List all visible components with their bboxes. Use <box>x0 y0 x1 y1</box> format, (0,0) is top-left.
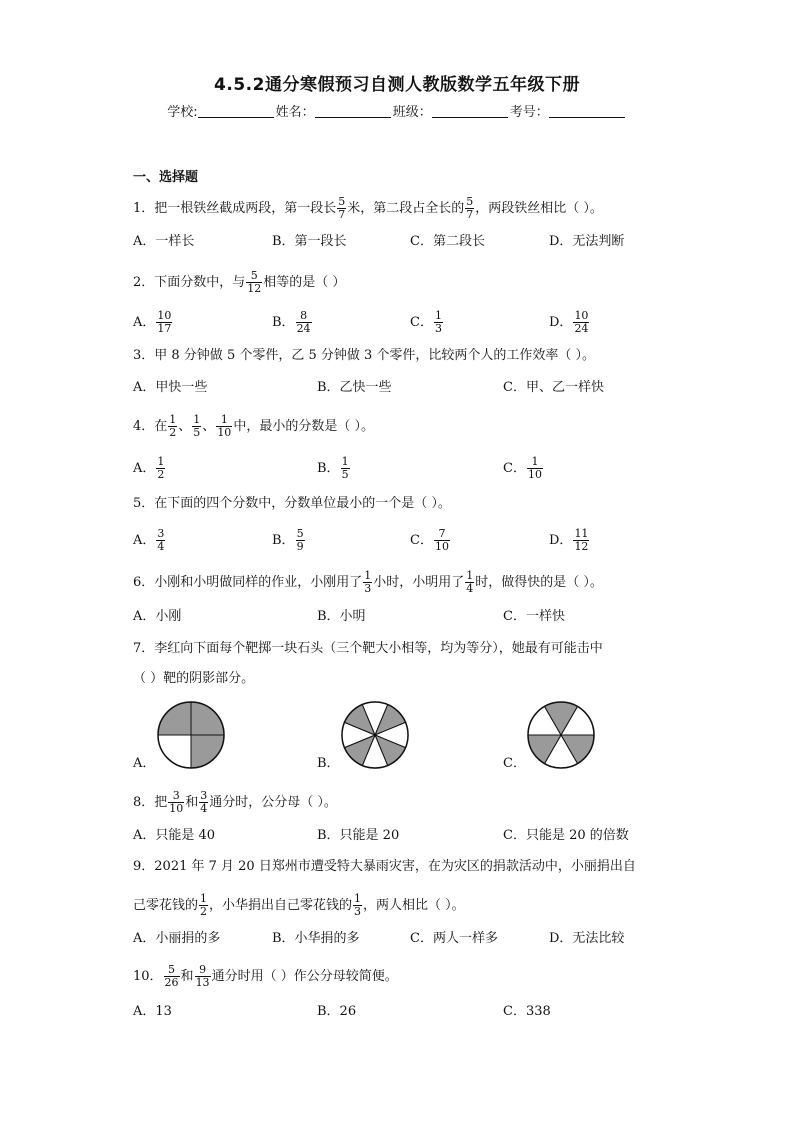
question-3: 3．甲 8 分钟做 5 个零件，乙 5 分钟做 3 个零件，比较两个人的工作效率（ ）。 <box>133 348 596 363</box>
q1-option-b[interactable]: B．第一段长 <box>272 234 347 249</box>
q8-option-a[interactable]: A．只能是 40 <box>133 828 216 843</box>
q2-option-c[interactable]: C． $\frac{1}{3}$ <box>410 309 442 335</box>
q1-text-c: ，两段铁丝相比（ ）。 <box>475 201 603 216</box>
q8-option-c[interactable]: C．只能是 20 的倍数 <box>503 828 629 843</box>
q1-fraction-2: $\frac{5}{7}$ <box>466 195 474 221</box>
school-blank <box>198 104 274 118</box>
q10-option-b[interactable]: B．26 <box>317 1004 357 1019</box>
question-5: 5．在下面的四个分数中，分数单位最小的一个是（ ）。 <box>133 496 451 511</box>
question-10: 10． $\frac{5}{26}$ 和 $\frac{9}{13}$ 通分时用（ ）作公分母较简便。 <box>133 963 398 989</box>
class-blank <box>432 104 508 118</box>
question-2 <box>133 270 345 295</box>
q2-option-d[interactable]: D． $\frac{10}{24}$ <box>549 309 589 335</box>
q1-option-d[interactable]: D．无法判断 <box>549 234 625 249</box>
question-8: 8．把 $\frac{3}{10}$ 和 $\frac{3}{4}$ 通分时，公分母（ ）。 <box>133 789 337 815</box>
q3-option-a[interactable]: A．甲快一些 <box>133 380 208 395</box>
q4-option-c[interactable]: C． $\frac{1}{10}$ <box>503 455 542 481</box>
student-info-row <box>0 101 794 120</box>
q6-option-b[interactable]: B．小明 <box>317 609 366 624</box>
q1-text-b: 米，第二段占全长的 <box>347 201 465 216</box>
question-4: 4．在 $\frac{1}{2}$ 、 $\frac{1}{5}$ 、 $\frac{1}{10}$ 中，最小的分数是（ ）。 <box>133 413 374 439</box>
school-label: 学校: <box>167 105 198 120</box>
q9-option-a[interactable]: A．小丽捐的多 <box>133 931 221 946</box>
question-9-line-1: 9．2021 年 7 月 20 日郑州市遭受特大暴雨灾害，在为灾区的捐款活动中，小丽捐出自 <box>133 859 636 874</box>
q8-option-b[interactable]: B．只能是 20 <box>317 828 400 843</box>
q2-text-b: 相等的是（ ） <box>263 275 346 290</box>
q9-option-d[interactable]: D．无法比较 <box>549 931 625 946</box>
q6-option-a[interactable]: A．小刚 <box>133 609 182 624</box>
q3-option-b[interactable]: B．乙快一些 <box>317 380 392 395</box>
q9-option-c[interactable]: C．两人一样多 <box>410 931 498 946</box>
section-heading: 一、选择题 <box>133 170 199 185</box>
q5-option-d[interactable]: D． $\frac{11}{12}$ <box>549 527 589 553</box>
name-label: 姓名： <box>275 105 315 120</box>
id-label: 考号： <box>509 105 549 120</box>
q4-option-b[interactable]: B． $\frac{1}{5}$ <box>317 455 349 481</box>
question-7-line-1: 7．李红向下面每个靶掷一块石头（三个靶大小相等，均为等分），她最有可能击中 <box>133 641 603 656</box>
q1-text-a: 1．把一根铁丝截成两段，第一段长 <box>133 201 337 216</box>
q7-option-b[interactable]: B． <box>317 756 340 771</box>
q6-option-c[interactable]: C．一样快 <box>503 609 565 624</box>
q5-option-a[interactable]: A． $\frac{3}{4}$ <box>133 527 165 553</box>
target-a-pie[interactable] <box>156 700 226 770</box>
q5-option-b[interactable]: B． $\frac{5}{9}$ <box>272 527 304 553</box>
q2-text-a: 2．下面分数中，与 <box>133 275 246 290</box>
target-c-pie[interactable] <box>526 700 596 770</box>
q2-fraction: $\frac{5}{12}$ <box>247 269 262 295</box>
page-title: 4.5.2通分寒假预习自测人教版数学五年级下册 <box>214 75 580 95</box>
q7-option-c[interactable]: C． <box>503 756 526 771</box>
class-label: 班级： <box>392 105 432 120</box>
q10-option-c[interactable]: C．338 <box>503 1004 551 1019</box>
question-1 <box>133 196 603 221</box>
q2-option-b[interactable]: B． $\frac{8}{24}$ <box>272 309 311 335</box>
q3-option-c[interactable]: C．甲、乙一样快 <box>503 380 604 395</box>
name-blank <box>315 104 391 118</box>
q1-option-c[interactable]: C．第二段长 <box>410 234 485 249</box>
question-6: 6．小刚和小明做同样的作业，小刚用了 $\frac{1}{3}$ 小时，小明用了 $\frac{1}{4}$ 时，做得快的是（ ）。 <box>133 569 603 595</box>
q1-fraction-1: $\frac{5}{7}$ <box>338 195 346 221</box>
target-b-pie[interactable] <box>340 700 410 770</box>
q2-option-a[interactable]: A． $\frac{10}{17}$ <box>133 309 172 335</box>
question-7-line-2: （ ）靶的阴影部分。 <box>133 671 255 686</box>
q10-option-a[interactable]: A．13 <box>133 1004 172 1019</box>
q7-option-a[interactable]: A． <box>133 756 156 771</box>
question-9-line-2: 己零花钱的 $\frac{1}{2}$ ，小华捐出自己零花钱的 $\frac{1}{3}$ ，两人相比（ ）。 <box>133 892 465 918</box>
id-blank <box>549 104 625 118</box>
q9-option-b[interactable]: B．小华捐的多 <box>272 931 360 946</box>
q4-option-a[interactable]: A． $\frac{1}{2}$ <box>133 455 165 481</box>
q5-option-c[interactable]: C． $\frac{7}{10}$ <box>410 527 449 553</box>
q1-option-a[interactable]: A．一样长 <box>133 234 195 249</box>
